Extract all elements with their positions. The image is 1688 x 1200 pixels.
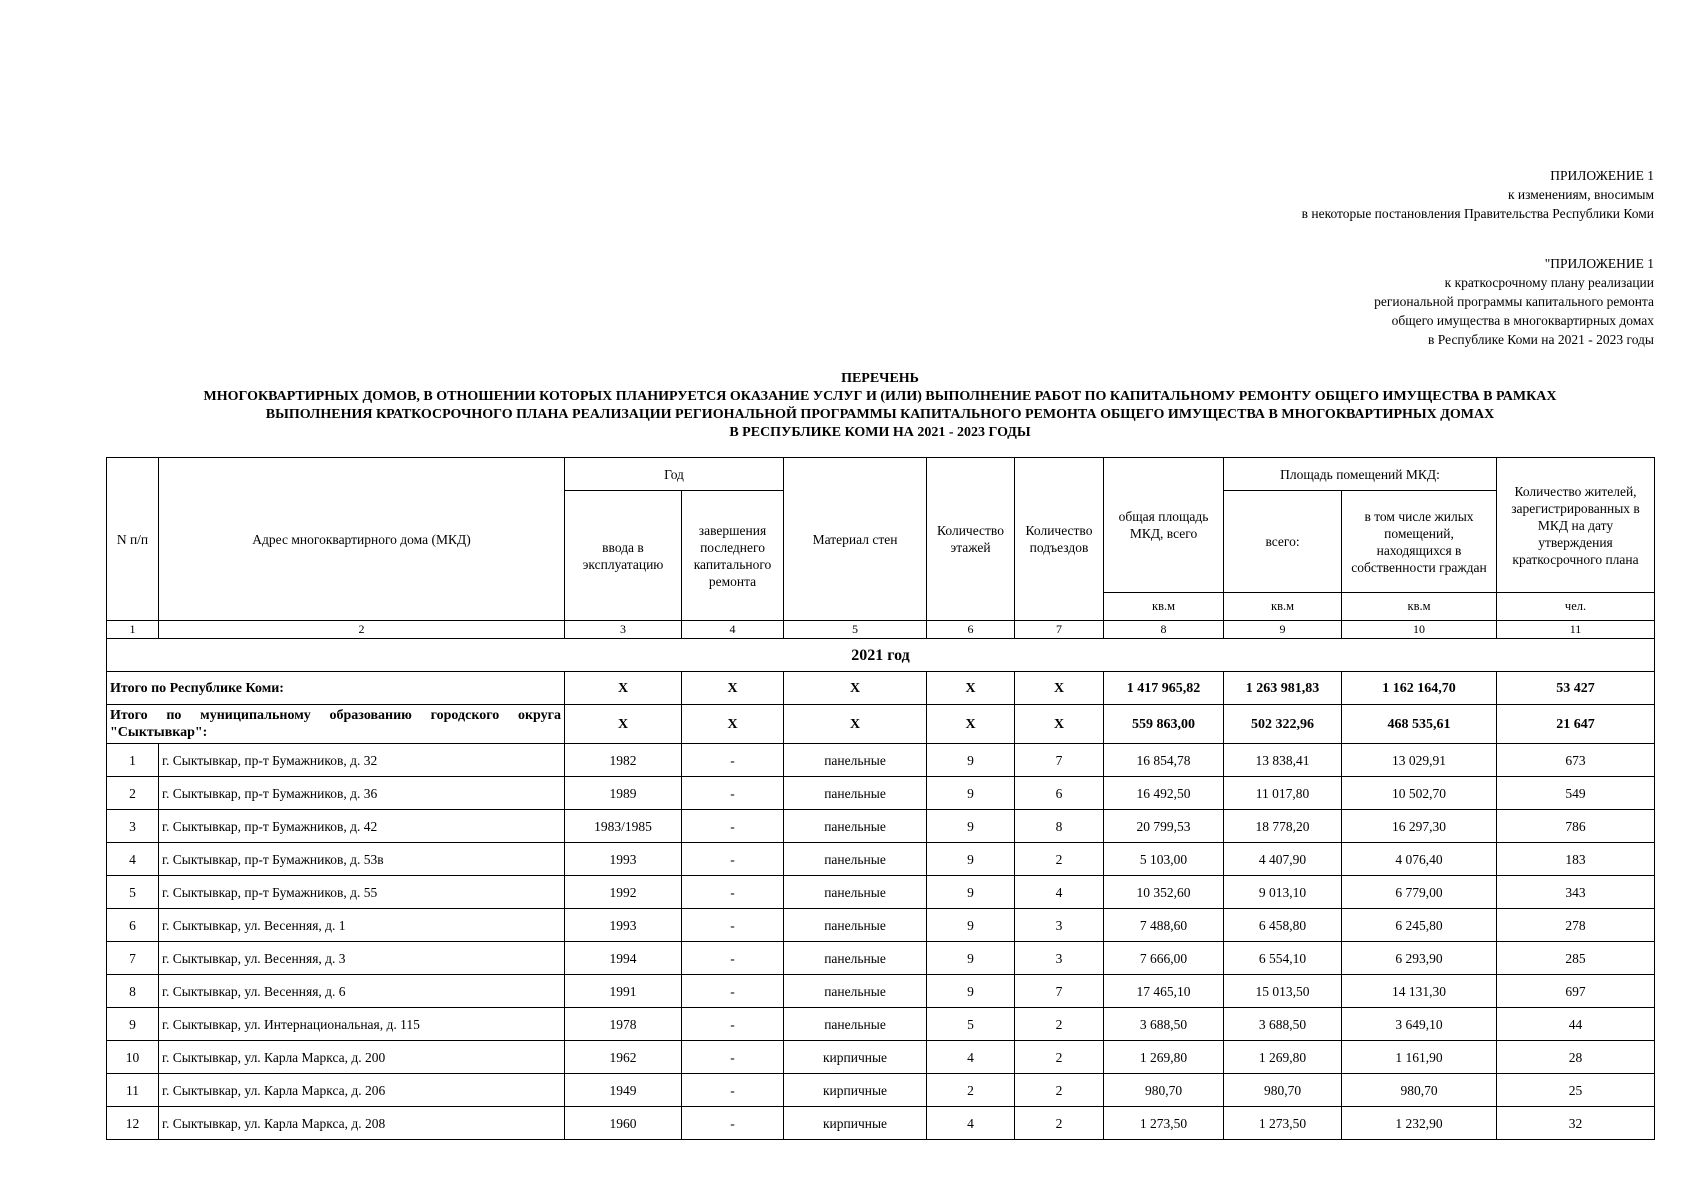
table-cell: 25: [1497, 1074, 1655, 1107]
header-year-last-repair: завершения последнего капитального ремонта: [682, 491, 784, 621]
table-cell: 11: [107, 1074, 159, 1107]
table-cell: 10 352,60: [1104, 876, 1224, 909]
column-number: 5: [784, 621, 927, 639]
table-cell: -: [682, 975, 784, 1008]
table-cell: -: [682, 777, 784, 810]
table-row: [107, 975, 1655, 1008]
table-cell: 1962: [565, 1041, 682, 1074]
table-cell: 9: [927, 744, 1015, 777]
table-cell: 3 688,50: [1224, 1008, 1342, 1041]
table-cell: 697: [1497, 975, 1655, 1008]
title-line: МНОГОКВАРТИРНЫХ ДОМОВ, В ОТНОШЕНИИ КОТОРЫХ ПЛАНИРУЕТСЯ ОКАЗАНИЕ УСЛУГ И (ИЛИ) ВЫПОЛНЕНИЕ РАБОТ ПО КАПИТАЛЬНОМУ РЕМОНТУ ОБЩЕГО ИМУЩЕСТВА В РАМКАХ: [203, 389, 1557, 404]
table-cell: г. Сыктывкар, пр-т Бумажников, д. 53в: [159, 843, 565, 876]
title-line: ВЫПОЛНЕНИЯ КРАТКОСРОЧНОГО ПЛАНА РЕАЛИЗАЦИИ РЕГИОНАЛЬНОЙ ПРОГРАММЫ КАПИТАЛЬНОГО РЕМОНТА ОБЩЕГО ИМУЩЕСТВА В МНОГОКВАРТИРНЫХ ДОМАХ: [265, 407, 1495, 422]
table-cell: панельные: [784, 810, 927, 843]
table-cell: 1991: [565, 975, 682, 1008]
table-cell: 1: [107, 744, 159, 777]
table-cell: 14 131,30: [1342, 975, 1497, 1008]
table-cell: -: [682, 1074, 784, 1107]
column-number: 3: [565, 621, 682, 639]
table-cell: 1993: [565, 909, 682, 942]
column-number: 1: [107, 621, 159, 639]
table-cell: панельные: [784, 1008, 927, 1041]
table-cell: кирпичные: [784, 1041, 927, 1074]
total-cell: 1 162 164,70: [1342, 672, 1497, 705]
table-cell: 3: [107, 810, 159, 843]
table-cell: 3 649,10: [1342, 1008, 1497, 1041]
total-cell: X: [565, 672, 682, 705]
table-cell: 6 554,10: [1224, 942, 1342, 975]
column-number: 9: [1224, 621, 1342, 639]
table-cell: г. Сыктывкар, пр-т Бумажников, д. 32: [159, 744, 565, 777]
table-cell: 8: [107, 975, 159, 1008]
table-cell: 9: [927, 876, 1015, 909]
total-cell: X: [927, 705, 1015, 744]
total-cell: X: [565, 705, 682, 744]
total-cell: X: [1015, 705, 1104, 744]
table-cell: г. Сыктывкар, ул. Весенняя, д. 1: [159, 909, 565, 942]
total-cell: 502 322,96: [1224, 705, 1342, 744]
table-cell: 1994: [565, 942, 682, 975]
table-row: [107, 876, 1655, 909]
total-cell: X: [784, 705, 927, 744]
table-cell: г. Сыктывкар, пр-т Бумажников, д. 36: [159, 777, 565, 810]
table-cell: 16 854,78: [1104, 744, 1224, 777]
total-cell: X: [927, 672, 1015, 705]
total-cell: X: [682, 672, 784, 705]
table-cell: 7 488,60: [1104, 909, 1224, 942]
table-cell: 18 778,20: [1224, 810, 1342, 843]
table-cell: 980,70: [1104, 1074, 1224, 1107]
table-cell: 9: [107, 1008, 159, 1041]
table-cell: 6: [1015, 777, 1104, 810]
table-row: [107, 1008, 1655, 1041]
annex-1-line: ПРИЛОЖЕНИЕ 1: [1550, 168, 1654, 183]
table-cell: панельные: [784, 942, 927, 975]
table-cell: -: [682, 876, 784, 909]
table-cell: 4: [107, 843, 159, 876]
table-cell: г. Сыктывкар, ул. Весенняя, д. 3: [159, 942, 565, 975]
table-cell: -: [682, 1107, 784, 1140]
table-cell: -: [682, 942, 784, 975]
table-row: [107, 1041, 1655, 1074]
header-num: N п/п: [107, 458, 159, 621]
table-cell: 7: [1015, 975, 1104, 1008]
table-cell: -: [682, 843, 784, 876]
table-cell: 5 103,00: [1104, 843, 1224, 876]
year-row: [107, 639, 1655, 672]
table-cell: 20 799,53: [1104, 810, 1224, 843]
table-cell: г. Сыктывкар, ул. Карла Маркса, д. 208: [159, 1107, 565, 1140]
table-row: [107, 942, 1655, 975]
table-cell: 4 076,40: [1342, 843, 1497, 876]
header-year-group: Год: [565, 458, 784, 491]
table-cell: 44: [1497, 1008, 1655, 1041]
total-cell: 559 863,00: [1104, 705, 1224, 744]
annex-2-line: "ПРИЛОЖЕНИЕ 1: [1544, 256, 1654, 271]
column-number: 6: [927, 621, 1015, 639]
table-cell: 9: [927, 942, 1015, 975]
table-cell: 1949: [565, 1074, 682, 1107]
annex-2-line: в Республике Коми на 2021 - 2023 годы: [1428, 332, 1654, 347]
table-cell: 2: [1015, 843, 1104, 876]
annex-2-line: региональной программы капитального ремонта: [1374, 294, 1654, 309]
table-cell: 6 293,90: [1342, 942, 1497, 975]
table-cell: г. Сыктывкар, ул. Карла Маркса, д. 206: [159, 1074, 565, 1107]
table-cell: 4: [927, 1107, 1015, 1140]
table-cell: 6 779,00: [1342, 876, 1497, 909]
annex-1-line: в некоторые постановления Правительства Республики Коми: [1301, 206, 1654, 221]
table-cell: 5: [107, 876, 159, 909]
table-cell: 285: [1497, 942, 1655, 975]
title-line: ПЕРЕЧЕНЬ: [841, 371, 919, 386]
table-row: [107, 1107, 1655, 1140]
total-republic-row: [107, 672, 1655, 705]
table-cell: 16 492,50: [1104, 777, 1224, 810]
table-cell: 9: [927, 975, 1015, 1008]
table-cell: 7: [1015, 744, 1104, 777]
table-cell: 2: [1015, 1008, 1104, 1041]
table-cell: 7: [107, 942, 159, 975]
header-wall-material: Материал стен: [784, 458, 927, 621]
table-cell: 15 013,50: [1224, 975, 1342, 1008]
table-cell: 11 017,80: [1224, 777, 1342, 810]
header-premises-group: Площадь помещений МКД:: [1224, 458, 1497, 491]
total-cell: 53 427: [1497, 672, 1655, 705]
table-cell: 1 232,90: [1342, 1107, 1497, 1140]
table-row: [107, 777, 1655, 810]
table-cell: 6 458,80: [1224, 909, 1342, 942]
table-cell: 1960: [565, 1107, 682, 1140]
header-premises-total: всего:: [1224, 491, 1342, 593]
table-cell: 13 838,41: [1224, 744, 1342, 777]
table-cell: панельные: [784, 744, 927, 777]
table-cell: 10: [107, 1041, 159, 1074]
table-cell: 980,70: [1224, 1074, 1342, 1107]
unit-total-area: кв.м: [1104, 593, 1224, 621]
unit-residents: чел.: [1497, 593, 1655, 621]
header-premises-residential: в том числе жилых помещений, находящихся в собственности граждан: [1342, 491, 1497, 593]
table-cell: 183: [1497, 843, 1655, 876]
header-address: Адрес многоквартирного дома (МКД): [159, 458, 565, 621]
total-cell: 21 647: [1497, 705, 1655, 744]
column-number: 11: [1497, 621, 1655, 639]
table-cell: г. Сыктывкар, пр-т Бумажников, д. 42: [159, 810, 565, 843]
unit-premises-total: кв.м: [1224, 593, 1342, 621]
table-cell: 1983/1985: [565, 810, 682, 843]
table-row: [107, 843, 1655, 876]
table-cell: панельные: [784, 975, 927, 1008]
table-cell: 9: [927, 843, 1015, 876]
table-cell: 980,70: [1342, 1074, 1497, 1107]
table-cell: 1982: [565, 744, 682, 777]
total-cell: X: [784, 672, 927, 705]
table-row: [107, 909, 1655, 942]
table-cell: 2: [927, 1074, 1015, 1107]
table-cell: кирпичные: [784, 1074, 927, 1107]
header-total-area: общая площадь МКД, всего: [1104, 458, 1224, 593]
column-number: 4: [682, 621, 784, 639]
table-cell: 4 407,90: [1224, 843, 1342, 876]
document-title: [110, 370, 1650, 442]
table-row: [107, 810, 1655, 843]
table-cell: 1 273,50: [1224, 1107, 1342, 1140]
table-cell: панельные: [784, 876, 927, 909]
year-label: 2021 год: [107, 639, 1655, 672]
table-cell: 549: [1497, 777, 1655, 810]
column-number: 10: [1342, 621, 1497, 639]
table-cell: 1 161,90: [1342, 1041, 1497, 1074]
annex-1-header: [1302, 166, 1654, 223]
total-cell: 1 263 981,83: [1224, 672, 1342, 705]
table-cell: 1978: [565, 1008, 682, 1041]
table-cell: 1993: [565, 843, 682, 876]
header-floors: Количество этажей: [927, 458, 1015, 621]
table-cell: 17 465,10: [1104, 975, 1224, 1008]
total-municipal-row: [107, 705, 1655, 744]
table-cell: 4: [1015, 876, 1104, 909]
table-cell: 8: [1015, 810, 1104, 843]
table-cell: г. Сыктывкар, ул. Карла Маркса, д. 200: [159, 1041, 565, 1074]
annex-2-line: к краткосрочному плану реализации: [1444, 275, 1654, 290]
table-cell: -: [682, 744, 784, 777]
table-cell: 2: [1015, 1041, 1104, 1074]
table-cell: 6 245,80: [1342, 909, 1497, 942]
table-cell: -: [682, 1008, 784, 1041]
annex-2-line: общего имущества в многоквартирных домах: [1391, 313, 1654, 328]
table-cell: 9: [927, 810, 1015, 843]
table-row: [107, 1074, 1655, 1107]
total-cell: 468 535,61: [1342, 705, 1497, 744]
table-cell: 3 688,50: [1104, 1008, 1224, 1041]
table-cell: 12: [107, 1107, 159, 1140]
table-cell: г. Сыктывкар, ул. Весенняя, д. 6: [159, 975, 565, 1008]
table-cell: 2: [107, 777, 159, 810]
table-cell: 3: [1015, 942, 1104, 975]
table-cell: 6: [107, 909, 159, 942]
header-year-commission: ввода в эксплуатацию: [565, 491, 682, 621]
table-cell: 1 273,50: [1104, 1107, 1224, 1140]
header-entrances: Количество подъездов: [1015, 458, 1104, 621]
table-cell: 673: [1497, 744, 1655, 777]
table-cell: 9: [927, 909, 1015, 942]
table-cell: 7 666,00: [1104, 942, 1224, 975]
table-cell: -: [682, 909, 784, 942]
table-cell: -: [682, 810, 784, 843]
table-cell: панельные: [784, 777, 927, 810]
table-cell: 5: [927, 1008, 1015, 1041]
table-cell: 2: [1015, 1107, 1104, 1140]
table-cell: 278: [1497, 909, 1655, 942]
table-cell: 4: [927, 1041, 1015, 1074]
table-cell: 10 502,70: [1342, 777, 1497, 810]
table-cell: панельные: [784, 843, 927, 876]
table-cell: 1989: [565, 777, 682, 810]
table-cell: 343: [1497, 876, 1655, 909]
table-cell: 3: [1015, 909, 1104, 942]
table-cell: кирпичные: [784, 1107, 927, 1140]
table-cell: г. Сыктывкар, ул. Интернациональная, д. 115: [159, 1008, 565, 1041]
total-republic-label: Итого по Республике Коми:: [107, 672, 565, 705]
table-cell: 1 269,80: [1104, 1041, 1224, 1074]
table-cell: 16 297,30: [1342, 810, 1497, 843]
column-number-row: [107, 621, 1655, 639]
column-number: 8: [1104, 621, 1224, 639]
table-cell: 786: [1497, 810, 1655, 843]
table-cell: 1 269,80: [1224, 1041, 1342, 1074]
annex-1-line: к изменениям, вносимым: [1507, 187, 1654, 202]
buildings-table: [106, 457, 1655, 1140]
column-number: 2: [159, 621, 565, 639]
table-cell: г. Сыктывкар, пр-т Бумажников, д. 55: [159, 876, 565, 909]
table-row: [107, 744, 1655, 777]
table-cell: 28: [1497, 1041, 1655, 1074]
column-number: 7: [1015, 621, 1104, 639]
table-cell: 2: [1015, 1074, 1104, 1107]
table-cell: -: [682, 1041, 784, 1074]
table-cell: панельные: [784, 909, 927, 942]
table-cell: 1992: [565, 876, 682, 909]
table-cell: 13 029,91: [1342, 744, 1497, 777]
total-municipal-label: Итого по муниципальному образованию городского округа "Сыктывкар":: [107, 705, 565, 744]
header-residents: Количество жителей, зарегистрированных в МКД на дату утверждения краткосрочного плана: [1497, 458, 1655, 593]
total-cell: X: [682, 705, 784, 744]
annex-2-header: [1374, 254, 1654, 349]
unit-premises-residential: кв.м: [1342, 593, 1497, 621]
table-cell: 9: [927, 777, 1015, 810]
total-cell: 1 417 965,82: [1104, 672, 1224, 705]
table-cell: 9 013,10: [1224, 876, 1342, 909]
table-cell: 32: [1497, 1107, 1655, 1140]
total-cell: X: [1015, 672, 1104, 705]
title-line: В РЕСПУБЛИКЕ КОМИ НА 2021 - 2023 ГОДЫ: [729, 425, 1031, 440]
